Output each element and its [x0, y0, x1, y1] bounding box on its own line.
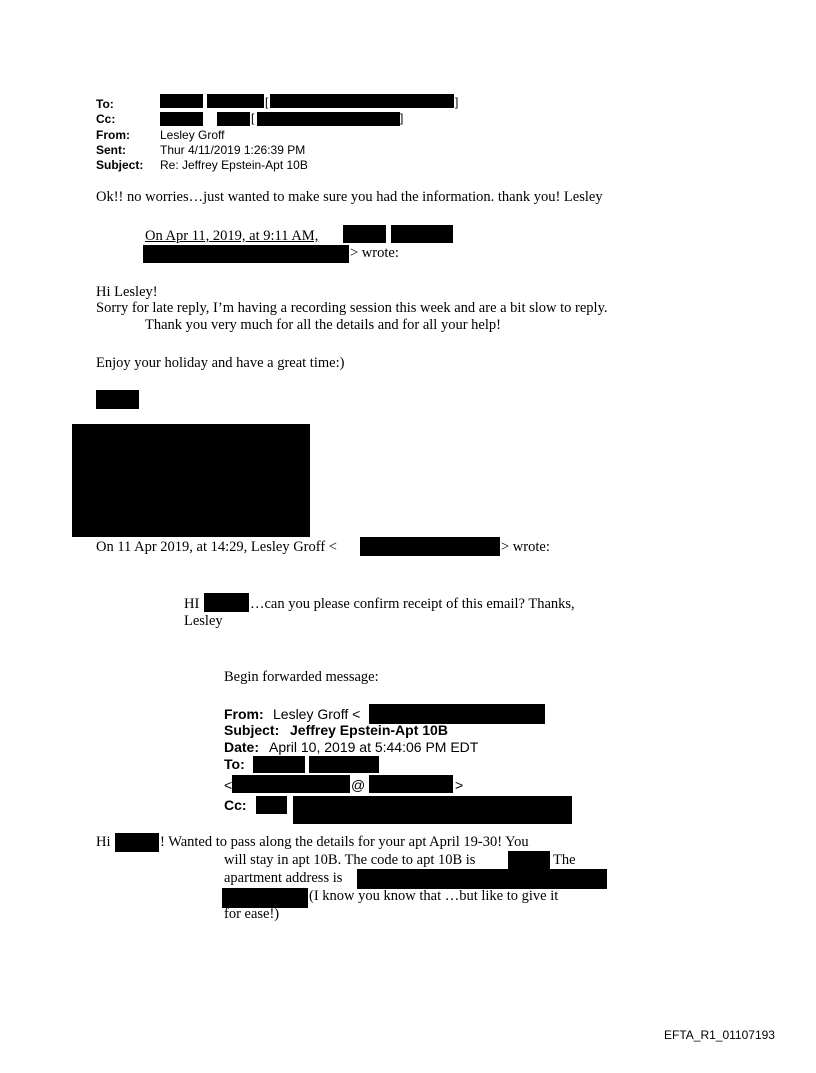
cc-bracket-open: [ — [251, 111, 255, 125]
to-bracket-open: [ — [265, 95, 269, 109]
fwd-to-gt: > — [455, 777, 464, 793]
quote1-line1: Sorry for late reply, I’m having a recording session this week and are a bit slow to reply. — [96, 300, 608, 316]
to-bracket-close: ] — [455, 95, 459, 109]
quote1-line2: Thank you very much for all the details and for all your help! — [145, 317, 501, 333]
redaction-quote2-email — [360, 537, 500, 556]
redaction-signature-name — [96, 390, 139, 409]
quote2-begin: Begin forwarded message: — [224, 669, 379, 685]
redaction-cc-name-1 — [160, 112, 203, 126]
fwd-subject-value: Jeffrey Epstein-Apt 10B — [290, 722, 448, 738]
redaction-fwd-from-email — [369, 704, 545, 724]
message-line1: ! Wanted to pass along the details for your apt April 19-30! You — [160, 834, 529, 850]
message-line2a: will stay in apt 10B. The code to apt 10B is — [224, 852, 476, 868]
quote1-greeting: Hi Lesley! — [96, 284, 158, 300]
quote1-intro: On Apr 11, 2019, at 9:11 AM, — [145, 228, 319, 244]
doc-id: EFTA_R1_01107193 — [664, 1028, 775, 1042]
message-line5: for ease!) — [224, 906, 280, 922]
fwd-to-at: @ — [351, 777, 366, 793]
subject-label: Subject: — [96, 158, 144, 172]
fwd-to-label: To: — [224, 756, 245, 772]
sent-value: Thur 4/11/2019 1:26:39 PM — [160, 143, 306, 157]
redaction-quote1-name-2 — [391, 225, 453, 243]
fwd-from-value: Lesley Groff < — [273, 706, 361, 722]
redaction-quote1-email — [143, 245, 349, 263]
cc-bracket-close: ] — [400, 111, 404, 125]
redaction-apt-address-1 — [357, 869, 607, 889]
fwd-from-label: From: — [224, 706, 264, 722]
message-line4: (I know you know that …but like to give it — [309, 888, 559, 904]
redaction-to-name-1 — [160, 94, 203, 108]
redaction-apt-code — [508, 851, 550, 869]
message-line3: apartment address is — [224, 870, 343, 886]
redaction-to-name-2 — [207, 94, 264, 108]
reply-text: Ok!! no worries…just wanted to make sure you had the information. thank you! Lesley — [96, 189, 603, 205]
redaction-cc-name-2 — [217, 112, 250, 126]
redaction-fwd-to-name-1 — [253, 756, 305, 773]
redaction-apt-address-2 — [222, 888, 308, 908]
redaction-fwd-cc-name — [256, 796, 287, 814]
redaction-fwd-to-name-2 — [309, 756, 379, 773]
fwd-subject-label: Subject: — [224, 722, 280, 738]
message-hi: Hi — [96, 834, 111, 850]
quote1-line3: Enjoy your holiday and have a great time:) — [96, 355, 345, 371]
quote1-wrote: > wrote: — [350, 245, 399, 261]
redaction-message-name — [115, 833, 159, 852]
cc-label: Cc: — [96, 112, 116, 126]
redaction-cc-email — [257, 112, 400, 126]
from-value: Lesley Groff — [160, 128, 225, 142]
fwd-to-lt: < — [224, 777, 233, 793]
subject-value: Re: Jeffrey Epstein-Apt 10B — [160, 158, 308, 172]
fwd-cc-label: Cc: — [224, 797, 247, 813]
redaction-fwd-cc-list — [293, 796, 572, 824]
redaction-to-email — [270, 94, 454, 108]
from-label: From: — [96, 128, 130, 142]
sent-label: Sent: — [96, 143, 126, 157]
fwd-date-label: Date: — [224, 739, 260, 755]
redaction-quote1-name-1 — [343, 225, 386, 243]
redaction-fwd-to-email-domain — [369, 775, 453, 793]
fwd-date-value: April 10, 2019 at 5:44:06 PM EDT — [269, 739, 479, 755]
redaction-quote2-name — [204, 593, 249, 612]
redaction-signature-block — [72, 424, 310, 537]
quote2-ask: …can you please confirm receipt of this email? Thanks, — [250, 596, 575, 612]
quote2-hi: HI — [184, 596, 200, 612]
quote2-sign: Lesley — [184, 613, 223, 629]
redaction-fwd-to-email-user — [232, 775, 350, 793]
to-label: To: — [96, 97, 114, 111]
quote2-intro-prefix: On 11 Apr 2019, at 14:29, Lesley Groff < — [96, 539, 337, 555]
quote2-intro-suffix: > wrote: — [501, 539, 550, 555]
message-line2b: The — [553, 852, 576, 868]
